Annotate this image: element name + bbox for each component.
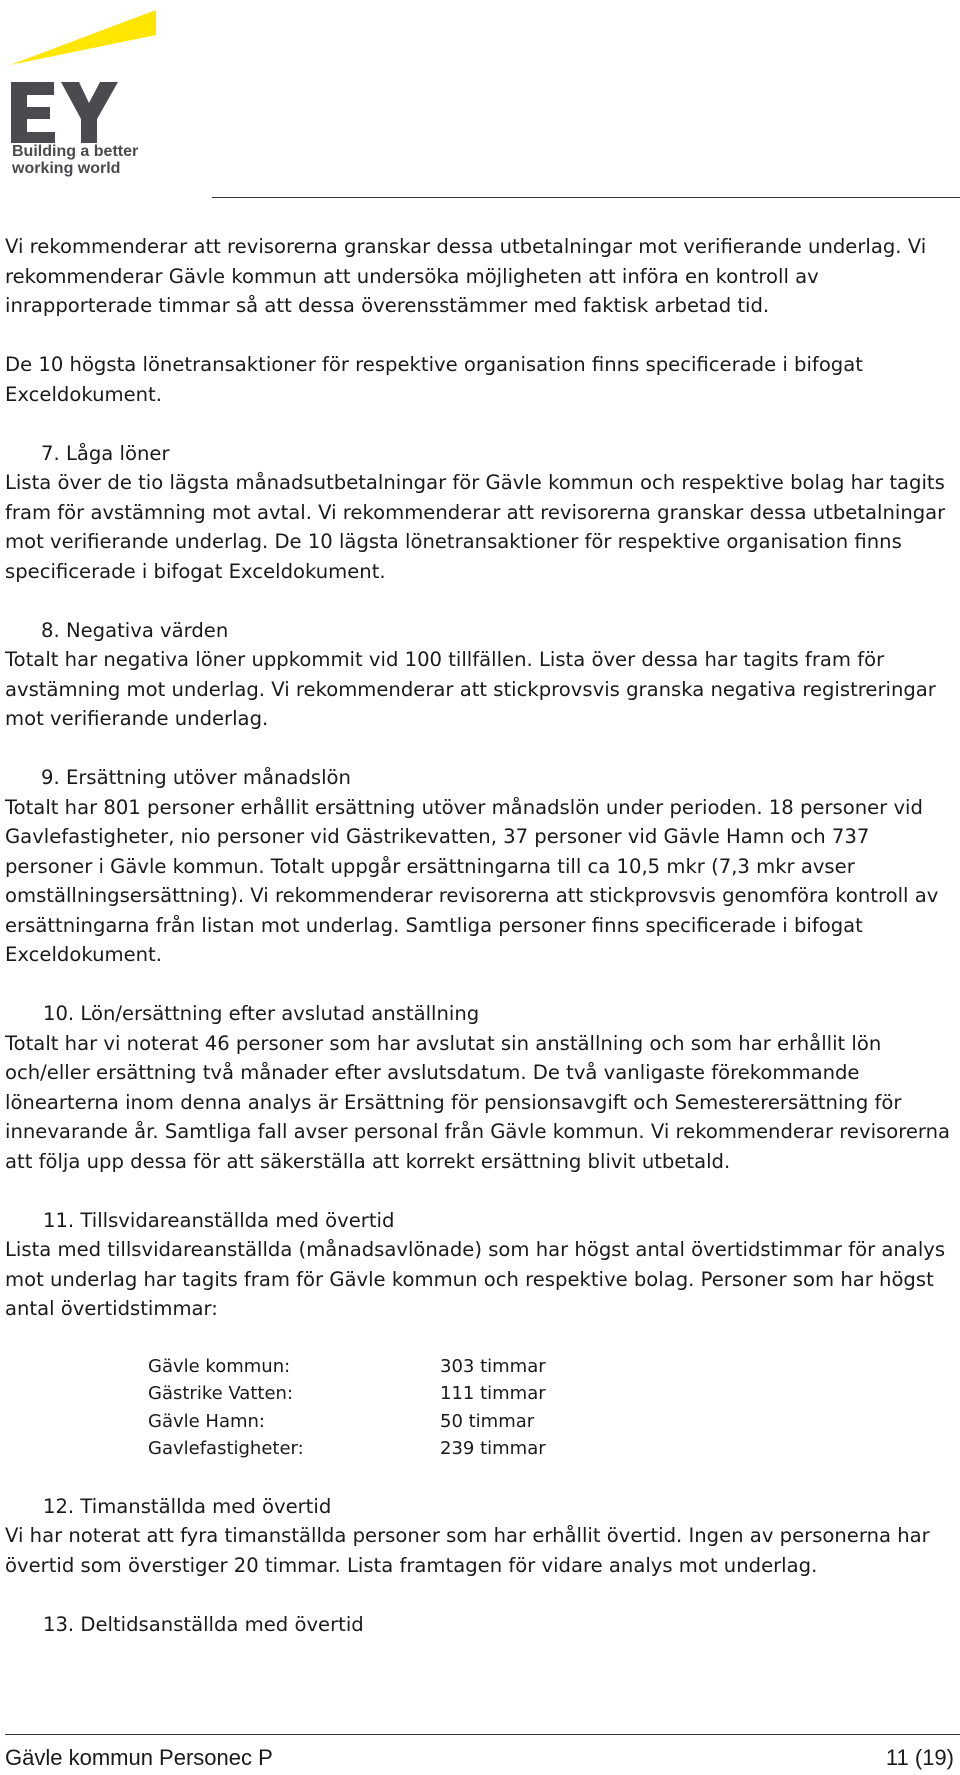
section-number: 12. [43,1494,75,1518]
section-number: 7. [41,441,60,465]
table-row [148,1353,953,1380]
footer-document-title: Gävle kommun Personec P [5,1745,273,1770]
section-title: Deltidsanställda med övertid [80,1612,364,1636]
ey-tagline [12,143,138,177]
section-heading-7 [5,439,953,469]
section-title: Tillsvidareanställda med övertid [80,1208,395,1232]
paragraph: Lista med tillsvidareanställda (månadsavlönade) som har högst antal övertidstimmar för analys mot underlag har tagits fram för Gävle kommun och respektive bolag. Personer som har högst antal övertidstimmar: [5,1238,946,1320]
ey-logo-mark [8,8,160,143]
paragraph: Totalt har 801 personer erhållit ersättning utöver månadslön under perioden. 18 personer vid Gavlefastigheter, nio personer vid Gästrikevatten, 37 personer vid Gävle Hamn och 737 personer i Gävle kommun. Totalt uppgår ersättningarna till ca 10,5 mkr (7,3 mkr avser omställningsersättning). Vi rekommenderar revisorerna att stickprovsvis genomföra kontroll av ersättningarna från listan mot underlag. Samtliga personer finns specificerade i bifogat Exceldokument. [5,795,939,966]
table-row [148,1435,953,1462]
section-heading-11 [5,1206,953,1236]
table-cell-org: Gästrike Vatten: [148,1383,294,1405]
section-number: 10. [43,1002,75,1025]
paragraph: Vi har noterat att fyra timanställda personer som har erhållit övertid. Ingen av personerna har övertid som överstiger 20 timmar. Lista framtagen för vidare analys mot underlag. [5,1524,930,1577]
table-cell-hours: 111 timmar [440,1383,546,1405]
section-heading-13 [5,1610,953,1640]
table-cell-hours: 50 timmar [440,1410,535,1432]
tagline-line-1: Building a better [12,143,139,160]
section-title: Låga löner [65,441,170,465]
section-heading-10 [5,999,953,1029]
section-number: 8. [41,618,60,642]
section-heading-12 [5,1492,953,1522]
paragraph: Vi rekommenderar att revisorerna granskar dessa utbetalningar mot verifierande underlag. Vi rekommenderar Gävle kommun att undersöka möjligheten att införa en kontroll av inrapporterade timmar så att dessa överensstämmer med faktisk arbetad tid. [5,235,927,317]
section-number: 9. [41,766,60,789]
paragraph: Lista över de tio lägsta månadsutbetalningar för Gävle kommun och respektive bolag har tagits fram för avstämning mot avtal. Vi rekommenderar att revisorerna granskar dessa utbetalningar mot verifierande underlag. De 10 lägsta lönetransaktioner för respektive organisation finns specificerade i bifogat Exceldokument. [5,471,946,583]
paragraph: Totalt har vi noterat 46 personer som har avslutat sin anställning och som har erhållit lön och/eller ersättning två månader efter avslutsdatum. De två vanligaste förekommande lönearterna inom denna analys är Ersättning för pensionsavgift och Semesterersättning för innevarande år. Samtliga fall avser personal från Gävle kommun. Vi rekommenderar revisorerna att följa upp dessa för att säkerställa att korrekt ersättning blivit utbetald. [5,1031,951,1173]
footer-rule [5,1734,960,1735]
table-row [148,1408,953,1435]
table-cell-org: Gävle Hamn: [148,1410,265,1432]
section-number: 13. [43,1612,75,1636]
document-body [5,232,953,1639]
section-title: Ersättning utöver månadslön [65,766,351,789]
paragraph: De 10 högsta lönetransaktioner för respektive organisation finns specificerade i bifogat Exceldokument. [5,353,863,406]
tagline-line-2: working world [12,160,121,177]
section-heading-9 [5,763,953,793]
section-number: 11. [43,1208,75,1232]
table-cell-hours: 303 timmar [440,1356,546,1377]
section-heading-8 [5,616,953,646]
page-footer [5,1745,954,1771]
table-cell-org: Gävle kommun: [148,1356,291,1377]
table-row [148,1380,953,1407]
section-title: Timanställda med övertid [80,1494,332,1518]
overtime-table [5,1353,953,1462]
section-title: Negativa värden [65,618,229,642]
table-cell-hours: 239 timmar [440,1437,546,1459]
header-rule [212,197,960,198]
section-title: Lön/ersättning efter avslutad anställning [80,1002,480,1025]
paragraph: Totalt har negativa löner uppkommit vid 100 tillfällen. Lista över dessa har tagits fram för avstämning mot underlag. Vi rekommenderar att stickprovsvis granska negativa registreringar mot verifierande underlag. [5,648,936,730]
table-cell-org: Gavlefastigheter: [148,1437,304,1459]
page-number: 11 (19) [885,1745,954,1770]
